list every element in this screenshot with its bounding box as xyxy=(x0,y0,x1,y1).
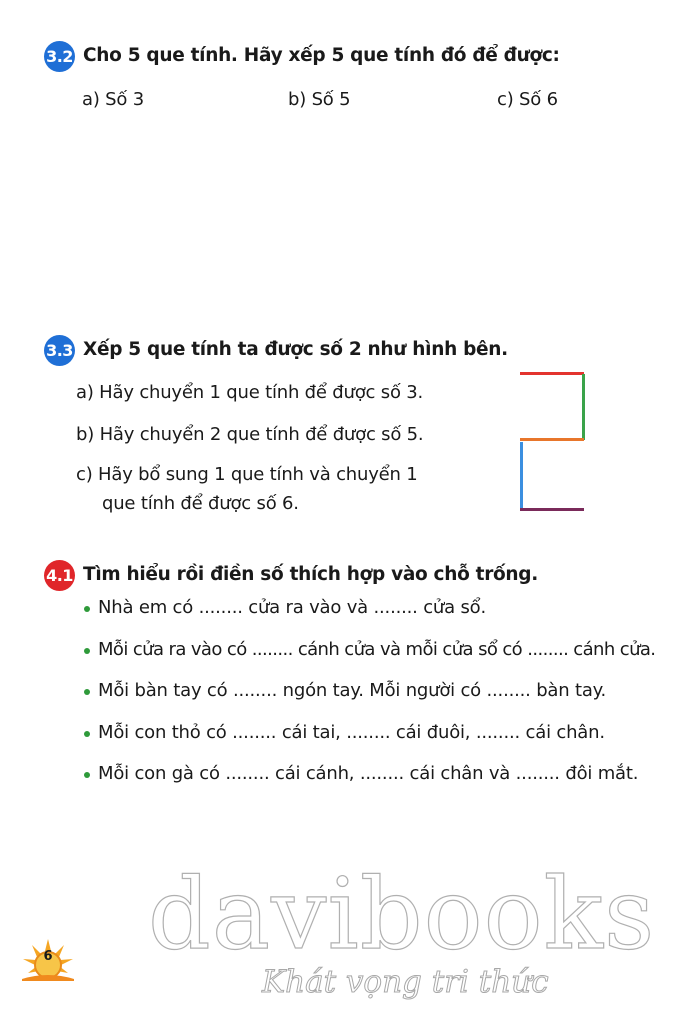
option-a: a) Số 3 xyxy=(82,89,144,110)
exercise-badge-4-1 xyxy=(44,560,75,591)
exercise-title-3-2: Cho 5 que tính. Hãy xếp 5 que tính đó để được: xyxy=(83,45,560,66)
bullet-dot xyxy=(84,731,90,737)
stick-right xyxy=(582,374,585,440)
exercise-number: 3.3 xyxy=(46,341,73,360)
task-a: a) Hãy chuyển 1 que tính để được số 3. xyxy=(76,382,424,403)
watermark-slogan: Khát vọng tri thức xyxy=(262,964,549,1000)
fill-blank-item: Nhà em có ........ cửa ra vào và ........ cửa sổ. xyxy=(98,597,486,618)
bullet-dot xyxy=(84,648,90,654)
exercise-title-4-1: Tìm hiểu rồi điền số thích hợp vào chỗ trống. xyxy=(83,564,538,585)
stick-top xyxy=(520,372,584,375)
bullet-dot xyxy=(84,606,90,612)
exercise-number: 4.1 xyxy=(46,566,73,585)
stick-bottom xyxy=(520,508,584,511)
stick-middle xyxy=(520,438,584,441)
fill-blank-item: Mỗi con thỏ có ........ cái tai, ........ cái đuôi, ........ cái chân. xyxy=(98,722,605,743)
option-c: c) Số 6 xyxy=(497,89,558,110)
task-c-line1: c) Hãy bổ sung 1 que tính và chuyển 1 xyxy=(76,464,418,485)
watermark-brand: davibooks xyxy=(148,858,656,972)
stick-left xyxy=(520,442,523,508)
fill-blank-item: Mỗi bàn tay có ........ ngón tay. Mỗi người có ........ bàn tay. xyxy=(98,680,607,701)
exercise-title-3-3: Xếp 5 que tính ta được số 2 như hình bên. xyxy=(83,339,508,360)
bullet-dot xyxy=(84,689,90,695)
page-number-badge xyxy=(20,935,76,985)
exercise-badge-3-2 xyxy=(44,41,75,72)
matchstick-number-2-figure xyxy=(515,368,590,516)
task-c-line2: que tính để được số 6. xyxy=(102,493,299,514)
exercise-badge-3-3 xyxy=(44,335,75,366)
fill-blank-item: Mỗi cửa ra vào có ........ cánh cửa và mỗi cửa sổ có ........ cánh cửa. xyxy=(98,639,656,660)
task-b: b) Hãy chuyển 2 que tính để được số 5. xyxy=(76,424,424,445)
option-b: b) Số 5 xyxy=(288,89,351,110)
page-number: 6 xyxy=(43,949,53,964)
bullet-dot xyxy=(84,772,90,778)
fill-blank-item: Mỗi con gà có ........ cái cánh, ........ cái chân và ........ đôi mắt. xyxy=(98,763,639,784)
exercise-number: 3.2 xyxy=(46,47,73,66)
